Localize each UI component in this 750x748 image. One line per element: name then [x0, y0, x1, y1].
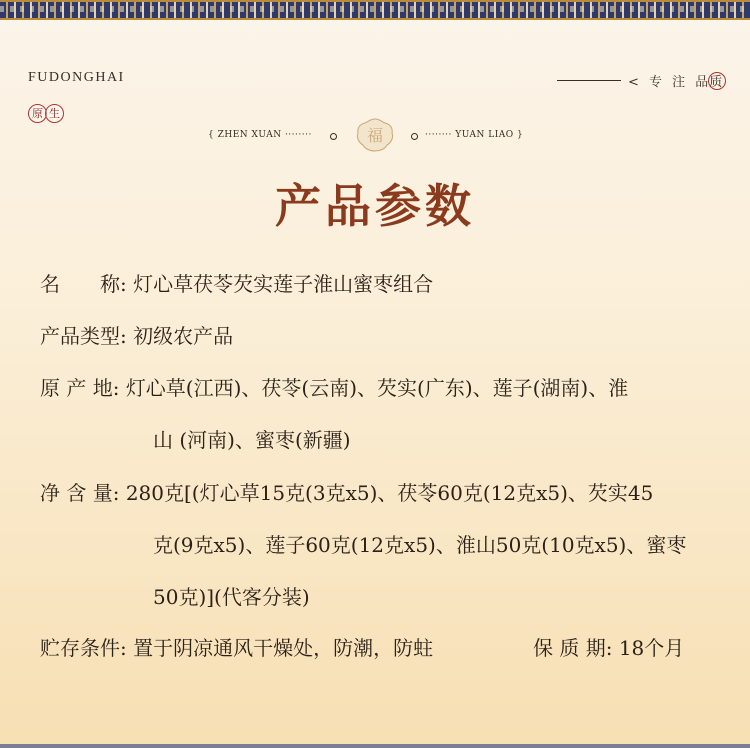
spec-row-type — [40, 323, 233, 349]
spec-row-name — [40, 271, 433, 297]
top-decorative-border — [0, 0, 750, 20]
spec-row-origin — [40, 375, 628, 401]
spec-value-continued: 山 (河南)、蜜枣(新疆) — [153, 428, 351, 452]
slogan-seal-char: 质 — [708, 72, 726, 90]
spec-label: 产品类型: — [40, 324, 127, 348]
medallion-char: 福 — [366, 126, 384, 145]
spec-value-continued: 克(9克x5)、莲子60克(12克x5)、淮山50克(10克x5)、蜜枣 — [153, 533, 687, 557]
bottom-border — [0, 744, 750, 748]
slogan — [628, 71, 726, 90]
spec-row-net-content — [40, 480, 653, 506]
spec-label: 贮存条件: — [40, 636, 127, 660]
slogan-divider-line — [557, 80, 621, 81]
seal-char-2: 生 — [45, 104, 64, 123]
brand-name: FUDONGHAI — [28, 70, 125, 85]
spec-label: 保 质 期: — [533, 636, 613, 660]
spec-row-storage — [40, 635, 433, 661]
spec-label: 原 产 地: — [40, 376, 120, 400]
spec-value: 18个月 — [618, 636, 685, 660]
ring-icon — [411, 133, 418, 140]
spec-value-continued: 50克)](代客分装) — [153, 585, 310, 609]
slogan-prefix: < 专 注 品 — [628, 75, 712, 90]
spec-value: 灯心草(江西)、茯苓(云南)、芡实(广东)、莲子(湖南)、淮 — [125, 376, 629, 400]
spec-row-shelf-life — [533, 635, 684, 661]
spec-value: 初级农产品 — [133, 324, 234, 348]
spec-value: 置于阴凉通风干燥处，防潮，防蛀 — [133, 636, 434, 660]
fu-medallion-icon — [356, 118, 394, 152]
spec-value: 灯心草茯苓芡实莲子淮山蜜枣组合 — [133, 272, 434, 296]
page-title: 产品参数 — [275, 179, 475, 233]
deco-text-right: ········ YUAN LIAO } — [425, 130, 524, 140]
ring-icon — [330, 133, 337, 140]
spec-label: 名 称: — [40, 272, 127, 296]
decorative-ornament-row — [0, 118, 750, 152]
deco-text-left: { ZHEN XUAN ········ — [208, 130, 312, 140]
spec-value: 280克[(灯心草15克(3克x5)、茯苓60克(12克x5)、芡实45 — [125, 481, 654, 505]
spec-label: 净 含 量: — [40, 481, 120, 505]
seal-char-1: 原 — [28, 104, 47, 123]
